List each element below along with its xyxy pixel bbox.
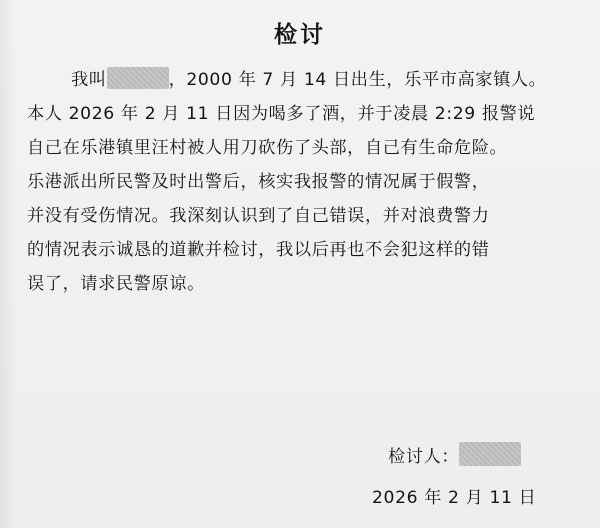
body-line-2: 本人 2026 年 2 月 11 日因为喝多了酒，并于凌晨 2:29 报警说 [27, 104, 536, 124]
body-line-3: 自己在乐港镇里汪村被人用刀砍伤了头部，自己有生命危险。 [27, 138, 508, 158]
body-line-7: 误了，请求民警原谅。 [27, 274, 205, 294]
signature-label: 检讨人： [388, 447, 460, 467]
body-line-6: 的情况表示诚恳的道歉并检讨，我以后再也不会犯这样的错 [27, 240, 490, 260]
name-suffix: ，2000 年 7 月 14 日出生，乐平市高家镇人。 [168, 70, 547, 90]
body-line-5: 并没有受伤情况。我深刻认识到了自己错误，并对浪费警力 [27, 206, 490, 226]
paper-edge-shadow [0, 0, 16, 528]
redacted-signature [459, 442, 521, 466]
redacted-name [107, 67, 169, 89]
body-line-1 [27, 63, 577, 97]
document-date: 2026 年 2 月 11 日 [372, 488, 537, 508]
document-title: 检讨 [274, 22, 326, 48]
document-body [27, 63, 577, 301]
body-line-4: 乐港派出所民警及时出警后，核实我报警的情况属于假警， [27, 172, 490, 192]
name-prefix: 我叫 [71, 70, 107, 90]
signature-row [388, 442, 521, 467]
